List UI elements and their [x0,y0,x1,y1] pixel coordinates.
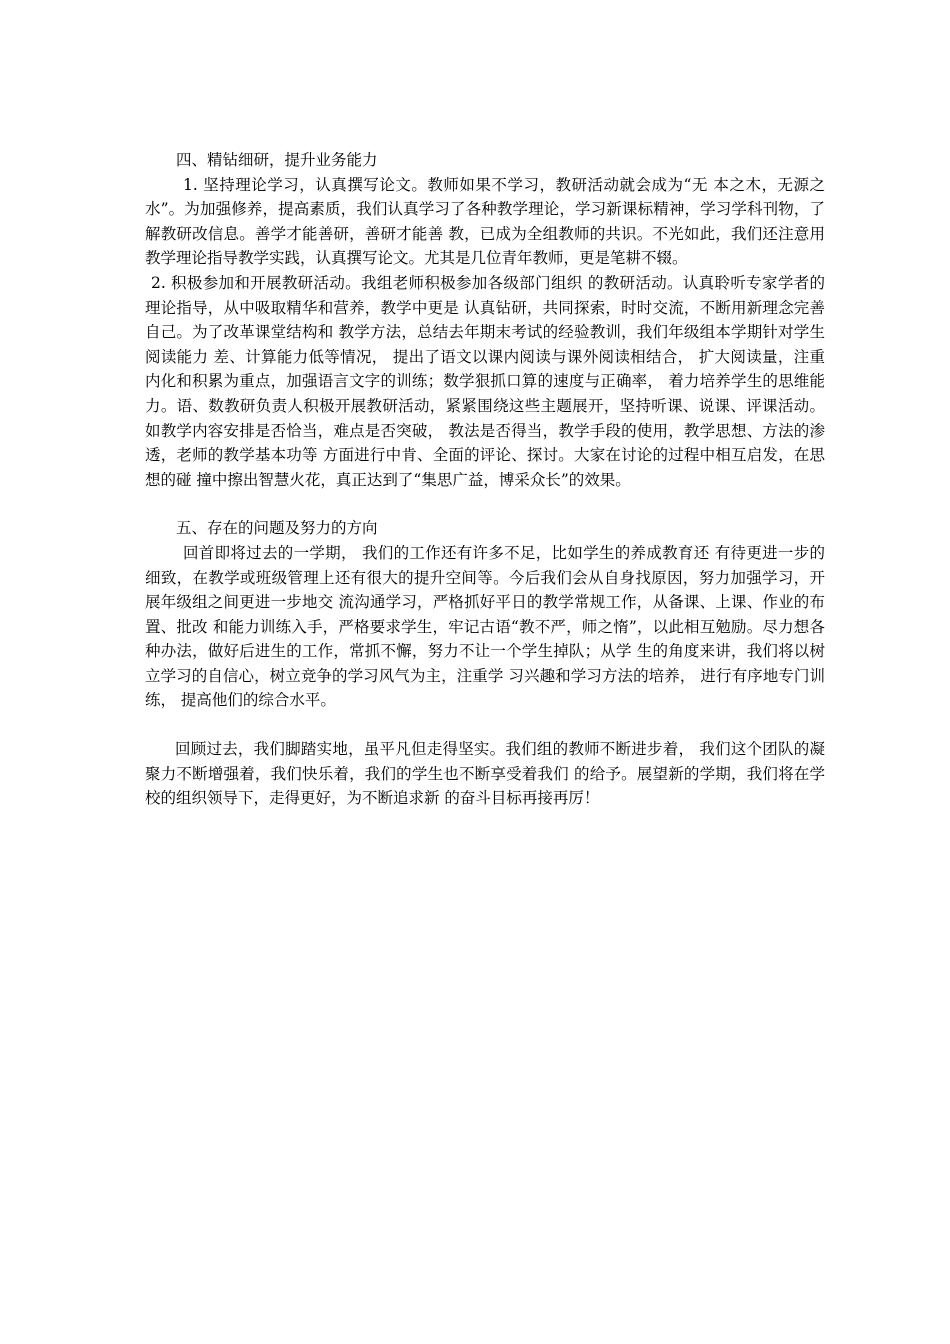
document-page [145,148,825,811]
paragraph-research-activities: 2. 积极参加和开展教研活动。我组老师积极参加各级部门组织 的教研活动。认真聆听专家学者的理论指导，从中吸取精华和营养，教学中更是 认真钻研，共同探索，时时交流，不断用新理念完善自己。为了改革课堂结构和 教学方法，总结去年期末考试的经验教训，我们年级组本学期针对学生阅读能力 差、计算能力低等情况， 提出了语文以课内阅读与课外阅读相结合， 扩大阅读量，注重内化和积累为重点，加强语言文字的训练；数学狠抓口算的速度与正确率， 着力培养学生的思维能力。语、数教研负责人积极开展教研活动，紧紧围绕这些主题展开，坚持听课、说课、评课活动。如教学内容安排是否恰当，难点是否突破， 教法是否得当，教学手段的使用，教学思想、方法的渗透，老师的教学基本功等 方面进行中肯、全面的评论、探讨。大家在讨论的过程中相互启发，在思想的碰 撞中擦出智慧火花，真正达到了“集思广益，博采众长”的效果。 [145,273,825,489]
section-heading-5: 五、存在的问题及努力的方向 [176,519,378,538]
paragraph-theory-study: 1. 坚持理论学习，认真撰写论文。教师如果不学习，教研活动就会成为“无 本之木，无源之水”。为加强修养，提高素质，我们认真学习了各种教学理论，学习新课标精神，学习学科刊物，了解教研改信息。善学才能善研，善研才能善 教，已成为全组教师的共识。不光如此，我们还注意用教学理论指导教学实践，认真撰写论文。尤其是几位青年教师，更是笔耕不辍。 [145,175,825,268]
paragraph-problems-direction: 回首即将过去的一学期， 我们的工作还有许多不足，比如学生的养成教育还 有待更进一步的细致，在教学或班级管理上还有很大的提升空间等。今后我们会从自身找原因，努力加强学习，开展年级组之间更进一步地交 流沟通学习，严格抓好平日的教学常规工作，从备课、上课、作业的布置、批改 和能力训练入手，严格要求学生，牢记古语“教不严，师之惰”，以此相互勉励。尽力想各种办法，做好后进生的工作，常抓不懈，努力不让一个学生掉队；从学 生的角度来讲，我们将以树立学习的自信心，树立竞争的学习风气为主，注重学 习兴趣和学习方法的培养， 进行有序地专门训练， 提高他们的综合水平。 [145,543,825,710]
paragraph-gap [145,713,825,737]
section-heading-4: 四、精钻细研，提升业务能力 [176,151,378,169]
paragraph-closing: 回顾过去，我们脚踏实地，虽平凡但走得坚实。我们组的教师不断进步着， 我们这个团队的凝聚力不断增强着，我们快乐着，我们的学生也不断享受着我们 的给予。展望新的学期，我们将在学校的组织领导下，走得更好，为不断追求新 的奋斗目标再接再厉！ [145,740,825,808]
paragraph-gap [145,492,825,516]
